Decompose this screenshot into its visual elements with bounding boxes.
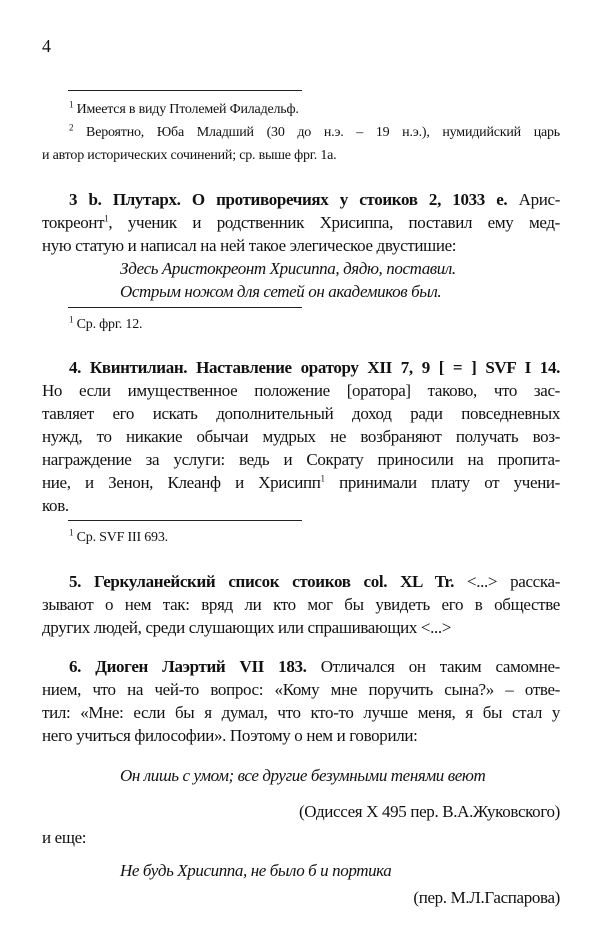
text-line: [42, 448, 560, 471]
text-run: тавляет его искать дополнительный доход ради повседневных: [42, 404, 560, 423]
section-5: [42, 570, 560, 639]
verse-source: (пер. М.Л.Гаспарова): [413, 888, 560, 907]
text-run: ние, и Зенон, Клеанф и Хрисипп: [42, 473, 321, 492]
footnote-line: [42, 121, 560, 144]
verse-line: Острым ножом для сетей он академиков был.: [120, 282, 442, 301]
section-3b: [42, 188, 560, 257]
footnote-marker: 2: [69, 122, 74, 133]
text-run: принимали плату от учени-: [324, 473, 560, 492]
text-line: [42, 234, 560, 257]
footnote-text: и автор исторических сочинений; ср. выше фрг. 1а.: [42, 148, 337, 163]
text-run: Арис-: [507, 190, 561, 209]
text-run: <...> расска-: [454, 572, 561, 591]
text-run: нужд, то никакие обычаи мудрых не возбраняют получать воз-: [42, 427, 560, 446]
text-line: [42, 724, 560, 747]
text-line: [42, 593, 560, 616]
section-6-quotes: [42, 764, 560, 909]
verse-source: (Одиссея X 495 пер. В.А.Жуковского): [298, 802, 560, 821]
text-line: [42, 425, 560, 448]
text-run: Но если имущественное положение [оратора] таково, что зас-: [42, 381, 560, 400]
footnote-text: Имеется в виду Птолемей Филадельф.: [73, 102, 299, 117]
text-line: [42, 188, 560, 211]
text-run: , ученик и родственник Хрисиппа, поставил ему мед-: [108, 213, 560, 232]
footnote-marker: 1: [320, 473, 325, 484]
text-line: [42, 570, 560, 593]
text-line: [42, 356, 560, 379]
page-number: 4: [42, 36, 51, 56]
text-run: зывают о нем так: вряд ли кто мог бы увидеть его в обществе: [42, 595, 560, 614]
entry-heading: 4. Квинтилиан. Наставление оратору XII 7, 9 [ = ] SVF I 14.: [69, 358, 560, 377]
footnote-text: Ср. фрг. 12.: [76, 317, 143, 332]
footnote-3b: $^1$ Ср. фрг. 12.: [69, 314, 143, 332]
entry-heading: 5. Геркуланейский список стоиков col. XL Tr.: [69, 572, 454, 591]
text-line: [42, 402, 560, 425]
footnote-text: Ср. SVF III 693.: [76, 530, 168, 545]
text-run: ков.: [42, 496, 69, 515]
footnote-line: [42, 98, 560, 121]
text-run: других людей, среди слушающих или спрашивающих <...>: [42, 618, 452, 637]
text-run: него учиться философии». Поэтому о нем и говорили:: [42, 726, 418, 745]
text-run: нием, что на чей-то вопрос: «Кому мне поручить сына?» – отве-: [42, 680, 560, 699]
footnote-rule: [68, 90, 302, 91]
text-line: [42, 678, 560, 701]
verse-line: Здесь Аристокреонт Хрисиппа, дядю, поставил.: [120, 259, 456, 278]
text-line: [42, 211, 560, 234]
verse-line: Не будь Хрисиппа, не было б и портика: [120, 861, 392, 880]
text-line: [42, 379, 560, 402]
footnotes-top: [42, 98, 560, 167]
text-run: награждение за услуги: ведь и Сократу приносили на пропита-: [42, 450, 560, 469]
footnote-line: [42, 144, 560, 167]
footnote-rule: [68, 520, 302, 521]
footnote-4: $^1$ Ср. SVF III 693.: [69, 527, 168, 545]
footnote-marker: 1: [104, 213, 109, 224]
text-run: ную статую и написал на ней такое элегическое двустишие:: [42, 236, 457, 255]
section-3b-verse: [42, 257, 560, 303]
text-run: Отличался он таким самомне-: [306, 657, 560, 676]
section-4: [42, 356, 560, 517]
entry-heading: 3 b. Плутарх. О противоречиях у стоиков 2, 1033 е.: [69, 190, 508, 209]
text-run: тил: «Мне: если бы я думал, что кто-то лучше меня, я бы стал у: [42, 703, 560, 722]
section-6: [42, 655, 560, 747]
entry-heading: 6. Диоген Лаэртий VII 183.: [69, 657, 307, 676]
text-line: [42, 655, 560, 678]
text-line: [42, 616, 560, 639]
connector-text: и еще:: [42, 828, 87, 847]
footnote-rule: [68, 307, 302, 308]
verse-line: Он лишь с умом; все другие безумными тенями веют: [120, 766, 486, 785]
text-line: [42, 701, 560, 724]
text-run: токреонт: [42, 213, 105, 232]
footnote-marker: 1: [69, 99, 74, 110]
footnote-text: Вероятно, Юба Младший (30 до н.э. – 19 н.э.), нумидийский царь: [73, 125, 560, 140]
text-line: [42, 494, 560, 517]
text-line: [42, 471, 560, 494]
